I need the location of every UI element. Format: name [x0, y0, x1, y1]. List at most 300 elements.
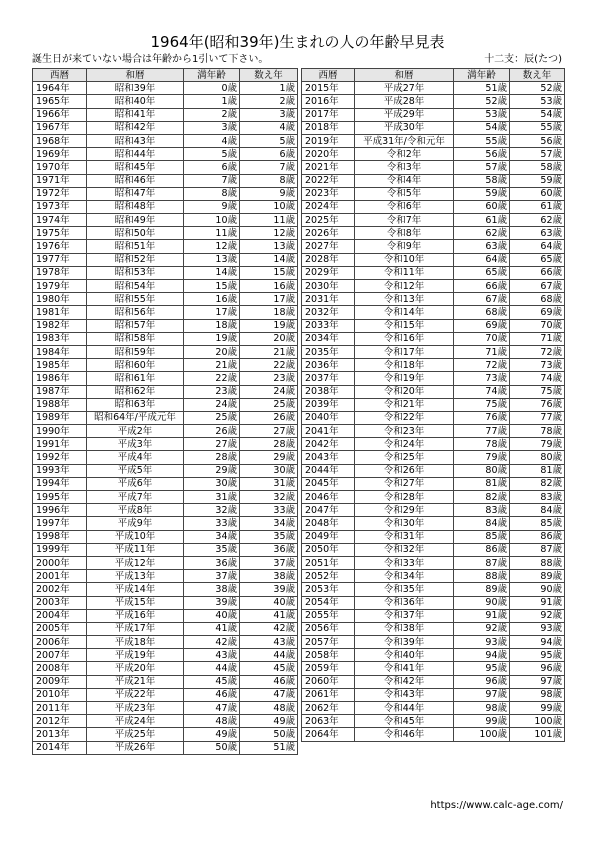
japanese-era-cell: 平成7年: [87, 491, 184, 504]
table-row: [33, 741, 298, 754]
kazoe-age-cell: 51歳: [240, 741, 298, 754]
kazoe-age-cell: 7歳: [240, 161, 298, 174]
table-row: [302, 675, 565, 688]
table-row: [33, 451, 298, 464]
kazoe-age-cell: 17歳: [240, 293, 298, 306]
japanese-era-cell: 昭和59年: [87, 345, 184, 358]
full-age-cell: 1歳: [184, 95, 240, 108]
western-year-cell: 1987年: [33, 385, 87, 398]
full-age-cell: 9歳: [184, 200, 240, 213]
japanese-era-cell: 平成31年/令和元年: [355, 134, 454, 147]
western-year-cell: 1965年: [33, 95, 87, 108]
japanese-era-cell: 令和41年: [355, 662, 454, 675]
western-year-cell: 2006年: [33, 636, 87, 649]
western-year-cell: 1972年: [33, 187, 87, 200]
japanese-era-cell: 令和2年: [355, 148, 454, 161]
western-year-cell: 2028年: [302, 253, 355, 266]
table-row: [33, 702, 298, 715]
table-row: [33, 385, 298, 398]
full-age-cell: 77歳: [454, 425, 510, 438]
western-year-cell: 1996年: [33, 504, 87, 517]
kazoe-age-cell: 78歳: [510, 425, 565, 438]
table-row: [302, 332, 565, 345]
japanese-era-cell: 平成10年: [87, 530, 184, 543]
japanese-era-cell: 令和26年: [355, 464, 454, 477]
kazoe-age-cell: 95歳: [510, 649, 565, 662]
full-age-cell: 85歳: [454, 530, 510, 543]
full-age-cell: 72歳: [454, 359, 510, 372]
japanese-era-cell: 令和7年: [355, 214, 454, 227]
full-age-cell: 79歳: [454, 451, 510, 464]
kazoe-age-cell: 75歳: [510, 385, 565, 398]
table-row: [33, 556, 298, 569]
table-row: [33, 398, 298, 411]
japanese-era-cell: 平成30年: [355, 121, 454, 134]
table-row: [33, 280, 298, 293]
kazoe-age-cell: 70歳: [510, 319, 565, 332]
kazoe-age-cell: 9歳: [240, 187, 298, 200]
japanese-era-cell: 令和24年: [355, 438, 454, 451]
full-age-cell: 49歳: [184, 728, 240, 741]
table-row: [33, 187, 298, 200]
western-year-cell: 1979年: [33, 280, 87, 293]
japanese-era-cell: 平成4年: [87, 451, 184, 464]
western-year-cell: 2017年: [302, 108, 355, 121]
table-row: [33, 622, 298, 635]
kazoe-age-cell: 56歳: [510, 134, 565, 147]
japanese-era-cell: 昭和41年: [87, 108, 184, 121]
kazoe-age-cell: 40歳: [240, 596, 298, 609]
table-row: [302, 636, 565, 649]
western-year-cell: 2009年: [33, 675, 87, 688]
japanese-era-cell: 昭和64年/平成元年: [87, 411, 184, 424]
table-row: [302, 596, 565, 609]
japanese-era-cell: 昭和46年: [87, 174, 184, 187]
kazoe-age-cell: 10歳: [240, 200, 298, 213]
japanese-era-cell: 令和6年: [355, 200, 454, 213]
western-year-cell: 2052年: [302, 570, 355, 583]
western-year-cell: 2058年: [302, 649, 355, 662]
japanese-era-cell: 平成20年: [87, 662, 184, 675]
japanese-era-cell: 昭和53年: [87, 266, 184, 279]
full-age-cell: 97歳: [454, 688, 510, 701]
japanese-era-cell: 令和35年: [355, 583, 454, 596]
full-age-cell: 59歳: [454, 187, 510, 200]
japanese-era-cell: 令和36年: [355, 596, 454, 609]
western-year-cell: 2034年: [302, 332, 355, 345]
table-row: [33, 517, 298, 530]
western-year-cell: 2008年: [33, 662, 87, 675]
table-row: [33, 82, 298, 95]
full-age-cell: 96歳: [454, 675, 510, 688]
header-kazoe-age: 数え年: [240, 69, 298, 82]
kazoe-age-cell: 63歳: [510, 227, 565, 240]
western-year-cell: 1982年: [33, 319, 87, 332]
kazoe-age-cell: 60歳: [510, 187, 565, 200]
kazoe-age-cell: 67歳: [510, 280, 565, 293]
western-year-cell: 2029年: [302, 266, 355, 279]
western-year-cell: 2039年: [302, 398, 355, 411]
kazoe-age-cell: 38歳: [240, 570, 298, 583]
kazoe-age-cell: 94歳: [510, 636, 565, 649]
japanese-era-cell: 平成6年: [87, 477, 184, 490]
full-age-cell: 84歳: [454, 517, 510, 530]
japanese-era-cell: 令和43年: [355, 688, 454, 701]
japanese-era-cell: 昭和39年: [87, 82, 184, 95]
full-age-cell: 83歳: [454, 504, 510, 517]
kazoe-age-cell: 31歳: [240, 477, 298, 490]
full-age-cell: 19歳: [184, 332, 240, 345]
japanese-era-cell: 令和4年: [355, 174, 454, 187]
western-year-cell: 2005年: [33, 622, 87, 635]
table-row: [33, 372, 298, 385]
japanese-era-cell: 令和10年: [355, 253, 454, 266]
western-year-cell: 2000年: [33, 556, 87, 569]
full-age-cell: 62歳: [454, 227, 510, 240]
western-year-cell: 1986年: [33, 372, 87, 385]
table-row: [33, 570, 298, 583]
kazoe-age-cell: 4歳: [240, 121, 298, 134]
kazoe-age-cell: 25歳: [240, 398, 298, 411]
table-row: [302, 464, 565, 477]
full-age-cell: 18歳: [184, 319, 240, 332]
full-age-cell: 2歳: [184, 108, 240, 121]
table-row: [33, 359, 298, 372]
full-age-cell: 13歳: [184, 253, 240, 266]
table-row: [33, 306, 298, 319]
japanese-era-cell: 令和29年: [355, 504, 454, 517]
western-year-cell: 2007年: [33, 649, 87, 662]
kazoe-age-cell: 77歳: [510, 411, 565, 424]
japanese-era-cell: 平成21年: [87, 675, 184, 688]
japanese-era-cell: 昭和42年: [87, 121, 184, 134]
kazoe-age-cell: 64歳: [510, 240, 565, 253]
table-row: [302, 570, 565, 583]
full-age-cell: 98歳: [454, 702, 510, 715]
kazoe-age-cell: 13歳: [240, 240, 298, 253]
western-year-cell: 2060年: [302, 675, 355, 688]
table-header-row: [302, 69, 565, 82]
table-row: [33, 649, 298, 662]
western-year-cell: 2016年: [302, 95, 355, 108]
kazoe-age-cell: 89歳: [510, 570, 565, 583]
kazoe-age-cell: 57歳: [510, 148, 565, 161]
table-row: [302, 438, 565, 451]
full-age-cell: 12歳: [184, 240, 240, 253]
table-row: [302, 543, 565, 556]
japanese-era-cell: 令和9年: [355, 240, 454, 253]
kazoe-age-cell: 97歳: [510, 675, 565, 688]
japanese-era-cell: 平成18年: [87, 636, 184, 649]
full-age-cell: 26歳: [184, 425, 240, 438]
kazoe-age-cell: 72歳: [510, 345, 565, 358]
japanese-era-cell: 昭和60年: [87, 359, 184, 372]
western-year-cell: 1969年: [33, 148, 87, 161]
japanese-era-cell: 昭和49年: [87, 214, 184, 227]
japanese-era-cell: 平成13年: [87, 570, 184, 583]
kazoe-age-cell: 29歳: [240, 451, 298, 464]
table-row: [33, 477, 298, 490]
western-year-cell: 1973年: [33, 200, 87, 213]
japanese-era-cell: 令和17年: [355, 345, 454, 358]
full-age-cell: 42歳: [184, 636, 240, 649]
kazoe-age-cell: 19歳: [240, 319, 298, 332]
kazoe-age-cell: 91歳: [510, 596, 565, 609]
western-year-cell: 2027年: [302, 240, 355, 253]
full-age-cell: 87歳: [454, 556, 510, 569]
kazoe-age-cell: 88歳: [510, 556, 565, 569]
kazoe-age-cell: 8歳: [240, 174, 298, 187]
full-age-cell: 94歳: [454, 649, 510, 662]
western-year-cell: 1985年: [33, 359, 87, 372]
japanese-era-cell: 令和28年: [355, 491, 454, 504]
kazoe-age-cell: 92歳: [510, 609, 565, 622]
full-age-cell: 34歳: [184, 530, 240, 543]
kazoe-age-cell: 61歳: [510, 200, 565, 213]
zodiac-label: 十二支：辰(たつ): [484, 54, 562, 65]
japanese-era-cell: 平成15年: [87, 596, 184, 609]
western-year-cell: 1991年: [33, 438, 87, 451]
full-age-cell: 46歳: [184, 688, 240, 701]
table-row: [33, 662, 298, 675]
kazoe-age-cell: 82歳: [510, 477, 565, 490]
full-age-cell: 44歳: [184, 662, 240, 675]
full-age-cell: 63歳: [454, 240, 510, 253]
western-year-cell: 2015年: [302, 82, 355, 95]
western-year-cell: 2032年: [302, 306, 355, 319]
japanese-era-cell: 平成22年: [87, 688, 184, 701]
table-row: [302, 662, 565, 675]
japanese-era-cell: 令和31年: [355, 530, 454, 543]
full-age-cell: 54歳: [454, 121, 510, 134]
japanese-era-cell: 令和39年: [355, 636, 454, 649]
western-year-cell: 1978年: [33, 266, 87, 279]
western-year-cell: 2051年: [302, 556, 355, 569]
full-age-cell: 32歳: [184, 504, 240, 517]
kazoe-age-cell: 28歳: [240, 438, 298, 451]
kazoe-age-cell: 12歳: [240, 227, 298, 240]
table-row: [33, 504, 298, 517]
western-year-cell: 2046年: [302, 491, 355, 504]
kazoe-age-cell: 90歳: [510, 583, 565, 596]
western-year-cell: 2045年: [302, 477, 355, 490]
japanese-era-cell: 令和34年: [355, 570, 454, 583]
table-row: [33, 332, 298, 345]
western-year-cell: 1976年: [33, 240, 87, 253]
table-row: [302, 280, 565, 293]
japanese-era-cell: 平成16年: [87, 609, 184, 622]
japanese-era-cell: 昭和45年: [87, 161, 184, 174]
western-year-cell: 1981年: [33, 306, 87, 319]
japanese-era-cell: 令和42年: [355, 675, 454, 688]
western-year-cell: 1980年: [33, 293, 87, 306]
full-age-cell: 73歳: [454, 372, 510, 385]
kazoe-age-cell: 55歳: [510, 121, 565, 134]
western-year-cell: 1975年: [33, 227, 87, 240]
japanese-era-cell: 令和25年: [355, 451, 454, 464]
kazoe-age-cell: 3歳: [240, 108, 298, 121]
full-age-cell: 39歳: [184, 596, 240, 609]
japanese-era-cell: 昭和62年: [87, 385, 184, 398]
kazoe-age-cell: 24歳: [240, 385, 298, 398]
western-year-cell: 2050年: [302, 543, 355, 556]
kazoe-age-cell: 33歳: [240, 504, 298, 517]
japanese-era-cell: 令和45年: [355, 715, 454, 728]
table-row: [302, 583, 565, 596]
japanese-era-cell: 平成28年: [355, 95, 454, 108]
table-row: [302, 556, 565, 569]
full-age-cell: 35歳: [184, 543, 240, 556]
kazoe-age-cell: 62歳: [510, 214, 565, 227]
western-year-cell: 2041年: [302, 425, 355, 438]
table-row: [302, 359, 565, 372]
japanese-era-cell: 令和13年: [355, 293, 454, 306]
full-age-cell: 29歳: [184, 464, 240, 477]
table-row: [33, 728, 298, 741]
japanese-era-cell: 昭和55年: [87, 293, 184, 306]
japanese-era-cell: 昭和50年: [87, 227, 184, 240]
full-age-cell: 70歳: [454, 332, 510, 345]
table-row: [33, 121, 298, 134]
table-row: [302, 319, 565, 332]
japanese-era-cell: 令和37年: [355, 609, 454, 622]
japanese-era-cell: 昭和58年: [87, 332, 184, 345]
table-row: [302, 214, 565, 227]
full-age-cell: 100歳: [454, 728, 510, 741]
kazoe-age-cell: 36歳: [240, 543, 298, 556]
western-year-cell: 2044年: [302, 464, 355, 477]
table-row: [302, 82, 565, 95]
kazoe-age-cell: 69歳: [510, 306, 565, 319]
full-age-cell: 56歳: [454, 148, 510, 161]
kazoe-age-cell: 74歳: [510, 372, 565, 385]
table-row: [302, 174, 565, 187]
full-age-cell: 38歳: [184, 583, 240, 596]
table-row: [302, 477, 565, 490]
japanese-era-cell: 平成19年: [87, 649, 184, 662]
western-year-cell: 1995年: [33, 491, 87, 504]
table-row: [33, 715, 298, 728]
western-year-cell: 1989年: [33, 411, 87, 424]
western-year-cell: 2036年: [302, 359, 355, 372]
western-year-cell: 1966年: [33, 108, 87, 121]
table-row: [33, 688, 298, 701]
japanese-era-cell: 平成24年: [87, 715, 184, 728]
table-row: [302, 715, 565, 728]
table-row: [302, 293, 565, 306]
japanese-era-cell: 平成14年: [87, 583, 184, 596]
japanese-era-cell: 平成5年: [87, 464, 184, 477]
japanese-era-cell: 令和46年: [355, 728, 454, 741]
japanese-era-cell: 昭和63年: [87, 398, 184, 411]
full-age-cell: 33歳: [184, 517, 240, 530]
japanese-era-cell: 令和21年: [355, 398, 454, 411]
japanese-era-cell: 令和11年: [355, 266, 454, 279]
western-year-cell: 2056年: [302, 622, 355, 635]
full-age-cell: 64歳: [454, 253, 510, 266]
japanese-era-cell: 令和38年: [355, 622, 454, 635]
full-age-cell: 47歳: [184, 702, 240, 715]
full-age-cell: 4歳: [184, 134, 240, 147]
full-age-cell: 58歳: [454, 174, 510, 187]
japanese-era-cell: 昭和44年: [87, 148, 184, 161]
table-row: [302, 161, 565, 174]
japanese-era-cell: 昭和52年: [87, 253, 184, 266]
western-year-cell: 1984年: [33, 345, 87, 358]
japanese-era-cell: 令和3年: [355, 161, 454, 174]
japanese-era-cell: 平成2年: [87, 425, 184, 438]
table-row: [33, 543, 298, 556]
table-row: [302, 345, 565, 358]
western-year-cell: 2013年: [33, 728, 87, 741]
table-row: [302, 609, 565, 622]
japanese-era-cell: 令和15年: [355, 319, 454, 332]
header-japanese-era: 和暦: [355, 69, 454, 82]
full-age-cell: 27歳: [184, 438, 240, 451]
kazoe-age-cell: 44歳: [240, 649, 298, 662]
western-year-cell: 2037年: [302, 372, 355, 385]
western-year-cell: 1974年: [33, 214, 87, 227]
western-year-cell: 1990年: [33, 425, 87, 438]
table-header-row: [33, 69, 298, 82]
table-row: [33, 596, 298, 609]
japanese-era-cell: 令和5年: [355, 187, 454, 200]
western-year-cell: 2020年: [302, 148, 355, 161]
japanese-era-cell: 昭和47年: [87, 187, 184, 200]
table-row: [33, 491, 298, 504]
age-table-left: [32, 68, 298, 755]
western-year-cell: 1971年: [33, 174, 87, 187]
full-age-cell: 41歳: [184, 622, 240, 635]
kazoe-age-cell: 59歳: [510, 174, 565, 187]
kazoe-age-cell: 16歳: [240, 280, 298, 293]
western-year-cell: 1964年: [33, 82, 87, 95]
table-row: [302, 372, 565, 385]
kazoe-age-cell: 50歳: [240, 728, 298, 741]
western-year-cell: 2030年: [302, 280, 355, 293]
kazoe-age-cell: 48歳: [240, 702, 298, 715]
japanese-era-cell: 昭和56年: [87, 306, 184, 319]
kazoe-age-cell: 100歳: [510, 715, 565, 728]
western-year-cell: 2035年: [302, 345, 355, 358]
header-full-age: 満年齢: [184, 69, 240, 82]
header-japanese-era: 和暦: [87, 69, 184, 82]
western-year-cell: 1997年: [33, 517, 87, 530]
table-row: [302, 649, 565, 662]
western-year-cell: 1999年: [33, 543, 87, 556]
kazoe-age-cell: 2歳: [240, 95, 298, 108]
japanese-era-cell: 昭和61年: [87, 372, 184, 385]
table-row: [302, 728, 565, 741]
full-age-cell: 37歳: [184, 570, 240, 583]
full-age-cell: 24歳: [184, 398, 240, 411]
kazoe-age-cell: 39歳: [240, 583, 298, 596]
age-table-right: [301, 68, 565, 742]
full-age-cell: 66歳: [454, 280, 510, 293]
kazoe-age-cell: 11歳: [240, 214, 298, 227]
table-row: [33, 530, 298, 543]
table-row: [33, 227, 298, 240]
full-age-cell: 3歳: [184, 121, 240, 134]
japanese-era-cell: 平成26年: [87, 741, 184, 754]
kazoe-age-cell: 93歳: [510, 622, 565, 635]
table-row: [33, 161, 298, 174]
full-age-cell: 17歳: [184, 306, 240, 319]
western-year-cell: 2019年: [302, 134, 355, 147]
western-year-cell: 1998年: [33, 530, 87, 543]
western-year-cell: 2004年: [33, 609, 87, 622]
kazoe-age-cell: 76歳: [510, 398, 565, 411]
